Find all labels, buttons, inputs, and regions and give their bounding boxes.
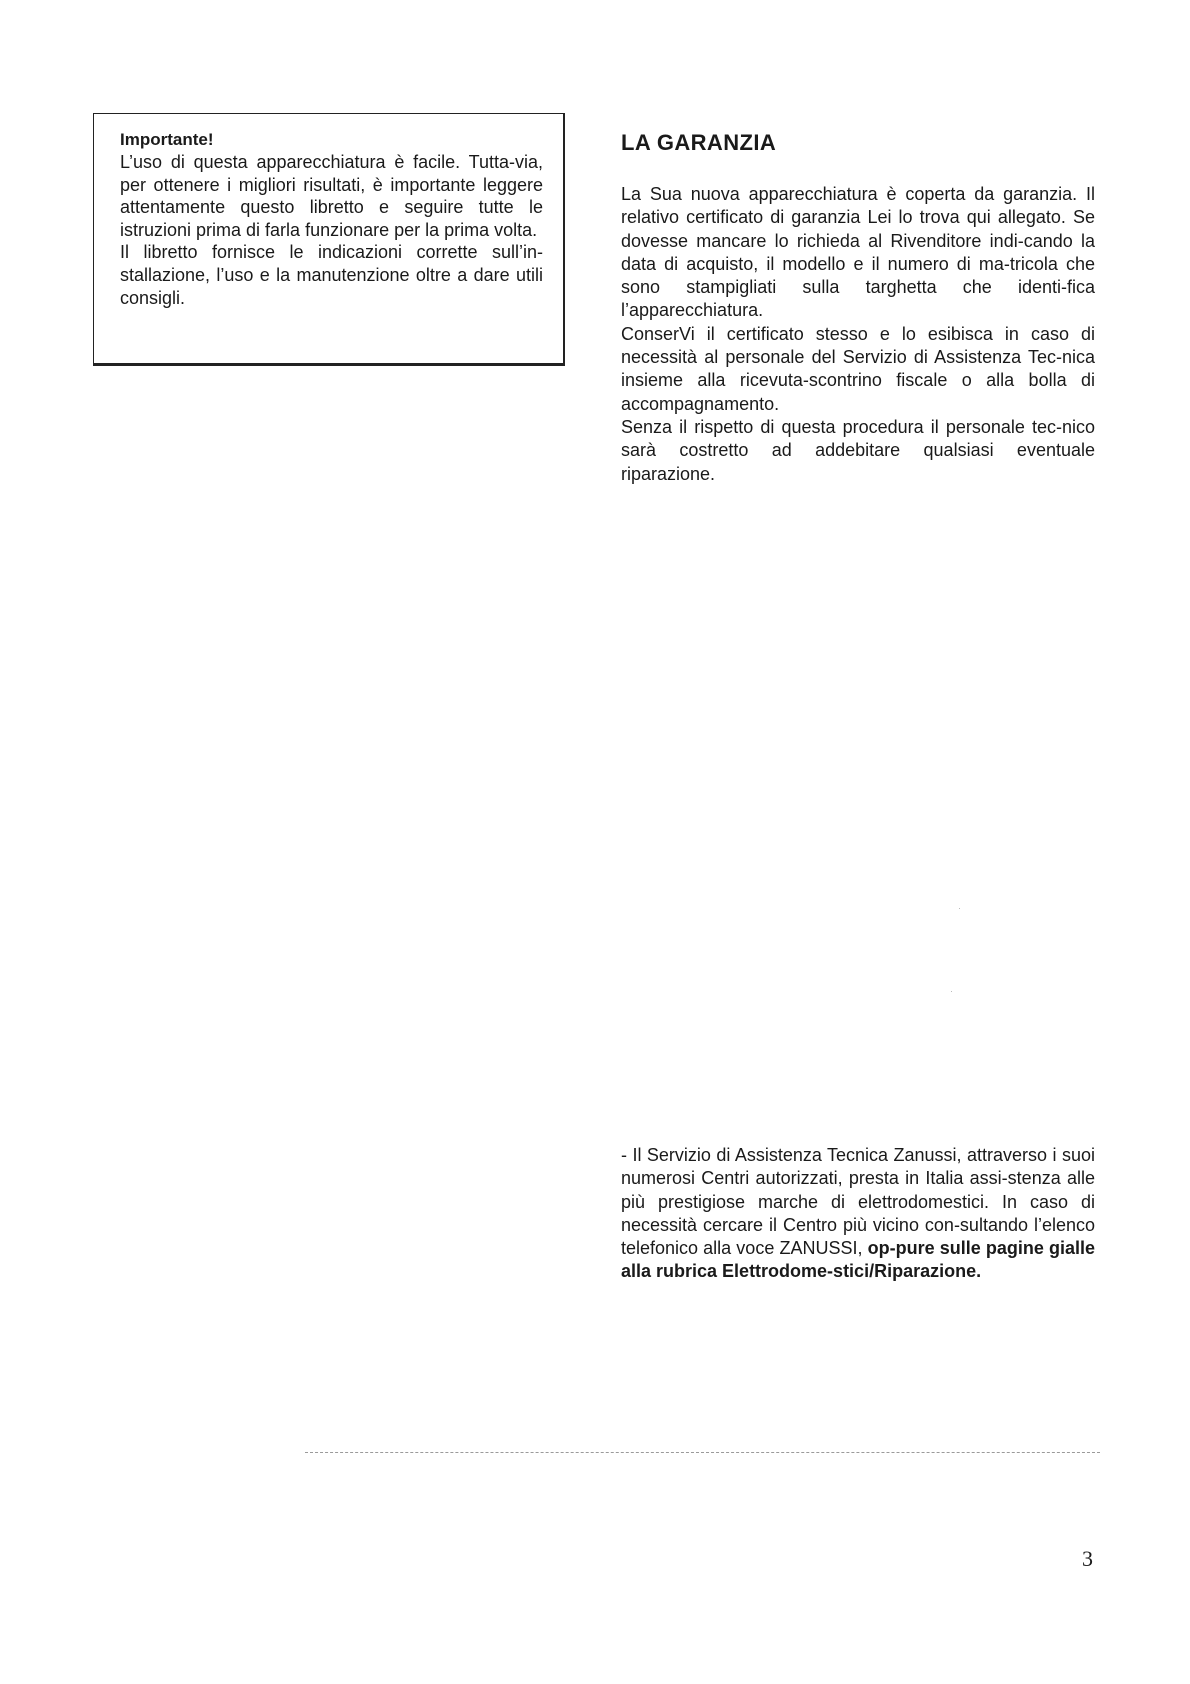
service-info bbox=[621, 1144, 1095, 1284]
guarantee-paragraph-3: Senza il rispetto di questa procedura il personale tec-nico sarà costretto ad addebitare qualsiasi eventuale riparazione. bbox=[621, 416, 1095, 484]
guarantee-paragraph-1: La Sua nuova apparecchiatura è coperta da garanzia. Il relativo certificato di garanzia Lei lo trova qui allegato. Se dovesse mancare lo richieda al Rivenditore indi-cando la data di acquisto, il modello e il numero di ma-tricola che sono stampigliati sulla targhetta che identi-fica l’apparecchiatura. bbox=[621, 184, 1095, 321]
guarantee-heading: LA GARANZIA bbox=[621, 130, 777, 155]
service-bold-text: op-pure sulle pagine gialle alla rubrica Elettrodome-stici/Riparazione. bbox=[621, 1238, 1095, 1282]
service-text: - Il Servizio di Assistenza Tecnica Zanussi, attraverso i suoi numerosi Centri autorizzati, presta in Italia assi-stenza alle più prestigiose marche di elettrodomestici. In caso di necessità cercare il Centro più vicino con-sultando l’elenco telefonico alla voce ZANUSSI, bbox=[621, 1145, 1095, 1259]
important-notice-title: Importante! bbox=[120, 130, 214, 149]
dashed-divider bbox=[305, 1452, 1100, 1453]
guarantee-paragraph-2: ConserVi il certificato stesso e lo esibisca in caso di necessità al personale del Servizio di Assistenza Tec-nica insieme alla ricevuta-scontrino fiscale o alla bolla di accompagnamento. bbox=[621, 323, 1095, 414]
scan-speck bbox=[951, 991, 952, 992]
important-notice-paragraph-2: Il libretto fornisce le indicazioni corrette sull’in-stallazione, l’uso e la manutenzione oltre a dare utili consigli. bbox=[120, 242, 543, 308]
scan-speck bbox=[959, 908, 960, 909]
important-notice-box bbox=[93, 113, 565, 366]
service-paragraph bbox=[621, 1144, 1095, 1284]
important-notice-paragraph-1: L’uso di questa apparecchiatura è facile. Tutta-via, per ottenere i migliori risultati, è importante leggere attentamente questo libretto e seguire tutte le istruzioni prima di farla funzionare per la prima volta. bbox=[120, 152, 543, 240]
page-number: 3 bbox=[1082, 1546, 1093, 1571]
guarantee-body bbox=[621, 183, 1095, 486]
